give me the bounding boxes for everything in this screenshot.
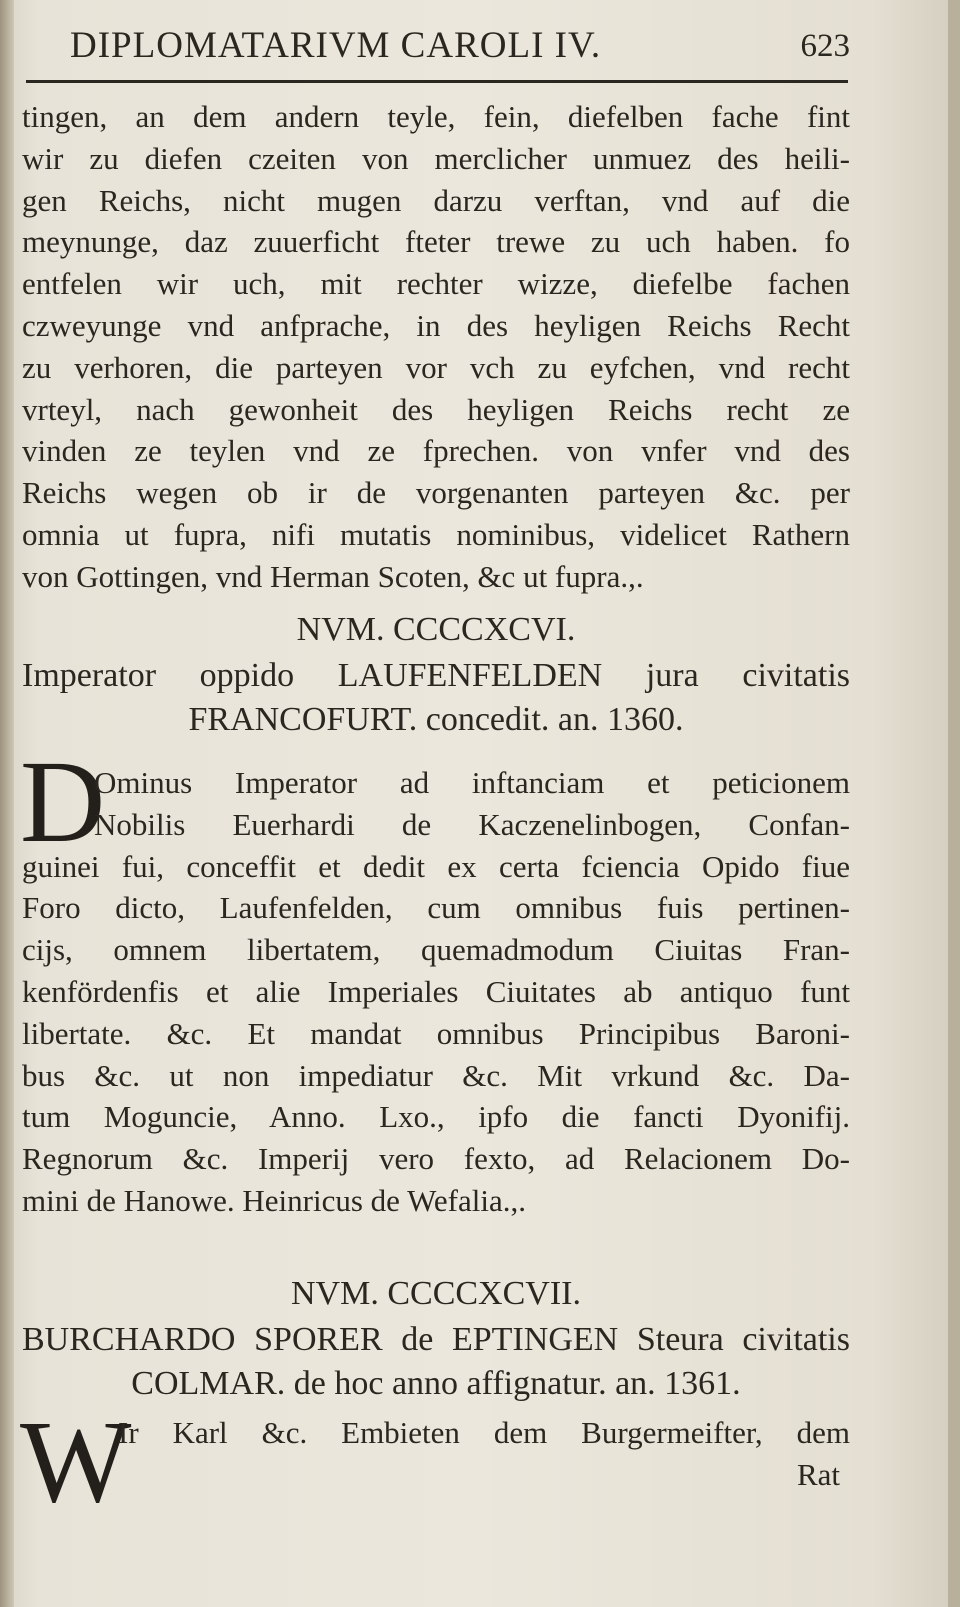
text-line: mini de Hanowe. Heinricus de Wefalia.,.	[22, 1182, 526, 1218]
continuation-paragraph	[22, 96, 850, 598]
text-line: czweyunge vnd anfprache, in des heyligen Reichs Recht	[22, 307, 850, 343]
text-line: vrteyl, nach gewonheit des heyligen Reichs recht ze	[22, 391, 850, 427]
text-line: kenfördenfis et alie Imperiales Ciuitates ab antiquo funt	[22, 973, 850, 1009]
text-line: meynunge, daz zuuerficht fteter trewe zu uch haben. fo	[22, 224, 850, 260]
text-line: vinden ze teylen vnd ze fprechen. von vnfer vnd des	[22, 433, 850, 469]
summary-line: BURCHARDO SPORER de EPTINGEN Steura civitatis	[22, 1321, 850, 1358]
summary-line: FRANCOFURT. concedit. an. 1360.	[188, 701, 684, 738]
text-line: Ir Karl &c. Embieten dem Burgermeifter, dem	[118, 1415, 850, 1450]
text-line: bus &c. ut non impediatur &c. Mit vrkund &c. Da-	[22, 1057, 850, 1093]
text-line: Nobilis Euerhardi de Kaczenelinbogen, Confan-	[94, 806, 850, 842]
text-line: gen Reichs, nicht mugen darzu verftan, vnd auf die	[22, 182, 850, 218]
header-rule	[26, 80, 848, 83]
summary-line: COLMAR. de hoc anno affignatur. an. 1361.	[131, 1365, 741, 1402]
section-summary	[22, 654, 850, 742]
text-line: tum Moguncie, Anno. Lxo., ipfo die fancti Dyonifij.	[22, 1099, 850, 1135]
catchword: Rat	[796, 1456, 840, 1492]
text-line: Foro dicto, Laufenfelden, cum omnibus fuis pertinen-	[22, 890, 850, 926]
running-header	[70, 22, 850, 76]
text-line: zu verhoren, die parteyen vor vch zu eyfchen, vnd recht	[22, 349, 850, 385]
text-line: cijs, omnem libertatem, quemadmodum Ciuitas Fran-	[22, 932, 850, 968]
text-line: Reichs wegen ob ir de vorgenanten parteyen &c. per	[22, 475, 850, 511]
text-line: omnia ut fupra, nifi mutatis nominibus, videlicet Rathern	[22, 516, 850, 552]
summary-line: Imperator oppido LAUFENFELDEN jura civitatis	[22, 657, 850, 694]
page-number: 623	[800, 28, 850, 64]
page-gutter-shadow	[0, 0, 14, 1607]
section-summary	[22, 1318, 850, 1406]
text-line: libertate. &c. Et mandat omnibus Principibus Baroni-	[22, 1015, 850, 1051]
section-body	[22, 1412, 850, 1496]
drop-capital: W	[20, 1396, 132, 1527]
text-line: tingen, an dem andern teyle, fein, diefelben fache fint	[22, 99, 850, 134]
text-line: entfelen wir uch, mit rechter wizze, diefelbe fachen	[22, 266, 850, 302]
running-title: DIPLOMATARIVM CAROLI IV.	[70, 25, 602, 66]
text-line: von Gottingen, vnd Herman Scoten, &c ut fupra.,.	[22, 558, 644, 594]
text-line: guinei fui, conceffit et dedit ex certa fciencia Opido fiue	[22, 848, 850, 884]
section-heading	[22, 1272, 850, 1316]
section-number: NVM. CCCCXCVII.	[291, 1275, 581, 1312]
text-line: wir zu diefen czeiten von merclicher unmuez des heili-	[22, 140, 850, 176]
section-number: NVM. CCCCXCVI.	[296, 611, 576, 648]
text-line: Regnorum &c. Imperij vero fexto, ad Relacionem Do-	[22, 1141, 850, 1177]
text-line: Ominus Imperator ad inftanciam et peticionem	[94, 765, 850, 800]
section-body	[22, 762, 850, 1222]
section-heading	[22, 608, 850, 652]
drop-capital: D	[20, 736, 106, 867]
